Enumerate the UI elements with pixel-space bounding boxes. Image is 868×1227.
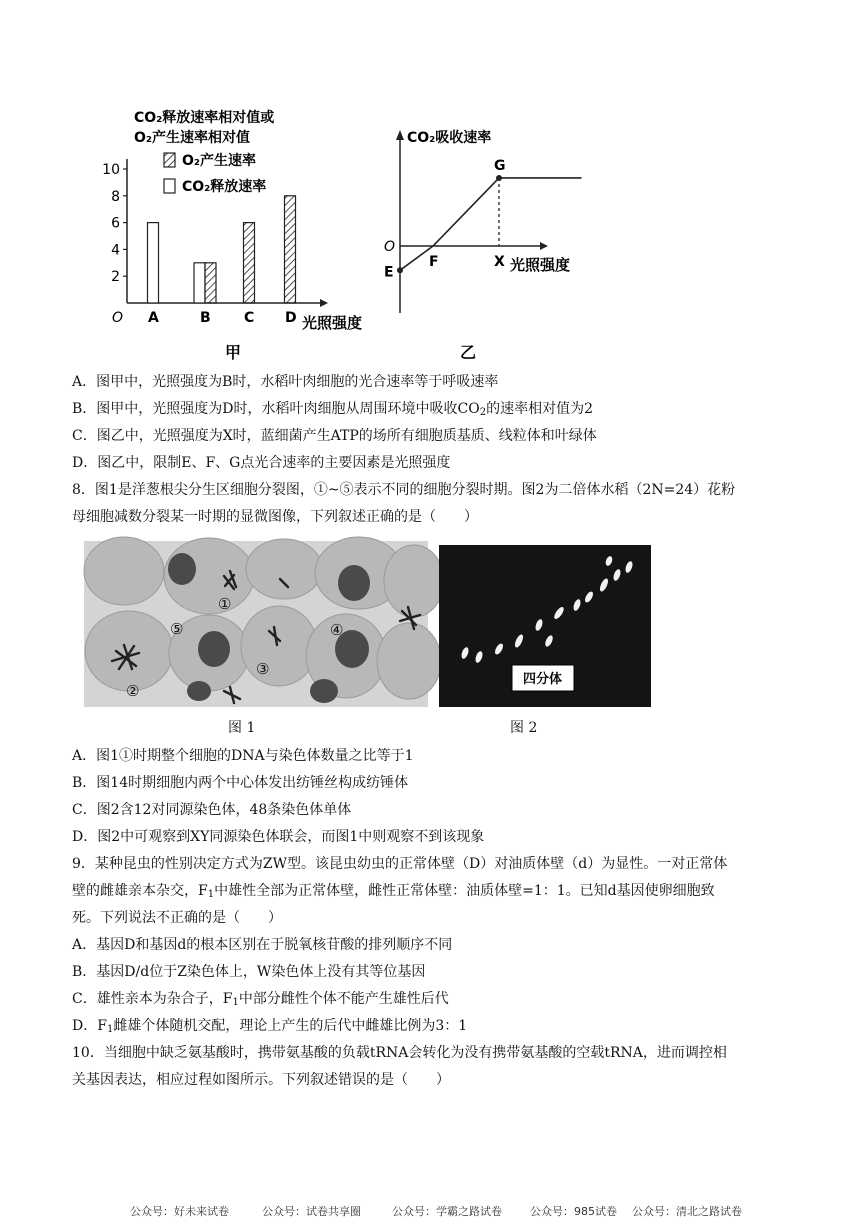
figure2-micrograph xyxy=(439,545,651,707)
q8-option-c: C．图2含12对同源染色体，48条染色体单体 xyxy=(72,802,352,818)
q7-option-a: A．图甲中，光照强度为B时，水稻叶肉细胞的光合速率等于呼吸速率 xyxy=(72,374,499,390)
q8-option-b: B．图14时期细胞内两个中心体发出纺锤丝构成纺锤体 xyxy=(72,775,409,791)
figure-jia-chart xyxy=(102,104,363,364)
fig1-marker-4: ④ xyxy=(330,621,344,639)
figure2-caption: 图 2 xyxy=(510,720,538,736)
jia-bar-o2-B xyxy=(205,263,216,303)
q7-option-c: C．图乙中，光照强度为X时，蓝细菌产生ATP的场所有细胞质基质、线粒体和叶绿体 xyxy=(72,428,597,444)
footer-credit-2: 公众号：试卷共享圈 xyxy=(262,1205,361,1218)
legend-co2-swatch xyxy=(164,179,175,193)
yi-point-e xyxy=(397,267,403,273)
footer-credit-4: 公众号：985试卷 xyxy=(530,1205,617,1218)
yi-caption: 乙 xyxy=(460,343,477,362)
q10-stem-line1: 10．当细胞中缺乏氨基酸时，携带氨基酸的负载tRNA会转化为没有携带氨基酸的空载tRNA，进而调控相 xyxy=(72,1045,727,1061)
jia-ytick-label-8: 8 xyxy=(111,188,120,205)
yi-label-e: E xyxy=(384,264,394,281)
q8-option-a: A．图1①时期整个细胞的DNA与染色体数量之比等于1 xyxy=(72,748,414,764)
fig1-marker-2: ② xyxy=(126,682,140,700)
yi-ylabel: CO₂吸收速率 xyxy=(407,130,492,146)
yi-x-arrow xyxy=(540,242,548,250)
fig2-label: 四分体 xyxy=(523,672,563,687)
q9-option-d: D．$F_1$雌雄个体随机交配，理论上产生的后代中雌雄比例为3：1 xyxy=(72,1018,468,1035)
yi-y-arrow xyxy=(396,130,404,140)
figure-yi-chart xyxy=(370,118,590,364)
legend-co2-label: CO₂释放速率 xyxy=(182,179,267,195)
jia-ytick-label-4: 4 xyxy=(111,242,120,259)
q8-option-d: D．图2中可观察到XY同源染色体联会，而图1中则观察不到该现象 xyxy=(72,829,485,845)
figure1-caption: 图 1 xyxy=(228,720,256,736)
footer-credit-5: 公众号：清北之路试卷 xyxy=(632,1205,742,1218)
footer-credit-3: 公众号：学霸之路试卷 xyxy=(392,1205,502,1218)
yi-label-g: G xyxy=(494,157,506,174)
q9-option-c: C．雄性亲本为杂合子，$F_1$中部分雌性个体不能产生雄性后代 xyxy=(72,991,449,1008)
q7-option-b: B．图甲中，光照强度为D时，水稻叶肉细胞从周围环境中吸收$CO_2$的速率相对值为2 xyxy=(72,401,594,418)
figure1-micrograph xyxy=(84,541,428,707)
yi-origin: O xyxy=(384,239,396,255)
q9-option-a: A．基因D和基因d的根本区别在于脱氧核苷酸的排列顺序不同 xyxy=(72,937,453,953)
figure1-cells xyxy=(84,541,428,707)
jia-cat-label-D: D xyxy=(285,310,297,326)
legend-o2-label: O₂产生速率 xyxy=(182,153,257,169)
jia-ytick-label-10: 10 xyxy=(102,162,120,178)
yi-label-f: F xyxy=(429,254,439,270)
jia-x-arrow xyxy=(320,299,328,307)
jia-bar-co2-B xyxy=(194,263,205,303)
figure2-tetrads xyxy=(439,545,651,707)
yi-label-x: X xyxy=(494,254,505,270)
yi-xlabel: 光照强度 xyxy=(510,256,571,274)
q7-option-d: D．图乙中，限制E、F、G点光合速率的主要因素是光照强度 xyxy=(72,455,451,471)
jia-bar-co2-A xyxy=(148,223,159,303)
jia-cat-label-A: A xyxy=(148,310,159,326)
jia-caption: 甲 xyxy=(225,343,242,362)
q8-stem-line1: 8．图1是洋葱根尖分生区细胞分裂图，①~⑤表示不同的细胞分裂时期。图2为二倍体水稻（2N=24）花粉 xyxy=(72,482,736,498)
yi-point-g xyxy=(496,175,502,181)
q8-stem-line2: 母细胞减数分裂某一时期的显微图像，下列叙述正确的是（ ） xyxy=(72,509,478,525)
jia-bar-o2-D xyxy=(285,196,296,303)
jia-cat-label-B: B xyxy=(200,310,211,326)
jia-origin: O xyxy=(112,310,124,326)
jia-bar-o2-C xyxy=(244,223,255,303)
jia-ylabel-line2: O₂产生速率相对值 xyxy=(134,130,251,146)
jia-cat-label-C: C xyxy=(244,310,255,326)
jia-ytick-label-6: 6 xyxy=(111,215,120,232)
jia-ytick-label-2: 2 xyxy=(111,269,120,286)
q9-stem-line2: 壁的雌雄亲本杂交，$F_1$中雄性全部为正常体壁，雌性正常体壁：油质体壁=1：1。已知d基因使卵细胞致 xyxy=(72,883,715,900)
footer-credit-1: 公众号：好未来试卷 xyxy=(130,1205,229,1218)
fig1-marker-3: ③ xyxy=(256,660,270,678)
fig1-marker-5: ⑤ xyxy=(170,620,184,638)
q9-stem-line3: 死。下列说法不正确的是（ ） xyxy=(72,910,282,926)
legend-o2-swatch xyxy=(164,153,175,167)
jia-xlabel: 光照强度 xyxy=(302,314,363,332)
fig1-marker-1: ① xyxy=(218,595,232,613)
q9-option-b: B．基因D/d位于Z染色体上，W染色体上没有其等位基因 xyxy=(72,964,426,980)
q9-stem-line1: 9．某种昆虫的性别决定方式为ZW型。该昆虫幼虫的正常体壁（D）对油质体壁（d）为显性。一对正常体 xyxy=(72,856,728,872)
jia-ylabel-line1: CO₂释放速率相对值或 xyxy=(134,110,275,126)
q10-stem-line2: 关基因表达，相应过程如图所示。下列叙述错误的是（ ） xyxy=(72,1072,450,1088)
